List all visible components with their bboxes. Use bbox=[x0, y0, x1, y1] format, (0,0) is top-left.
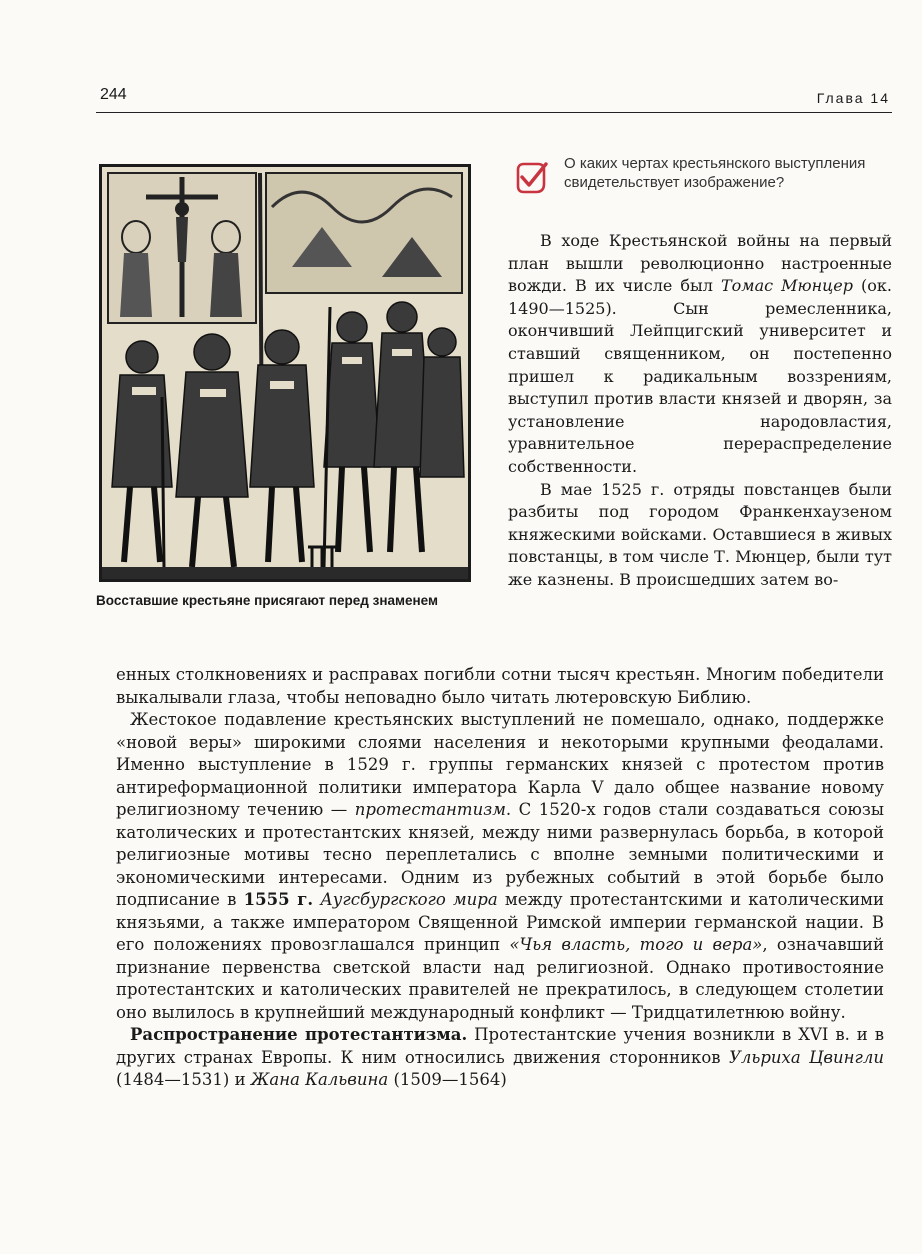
chapter-title: Глава 14 bbox=[816, 90, 890, 106]
paragraph bbox=[116, 709, 884, 1024]
text-run: В ходе Крестьянской войны на первый план вышли революционно настроенные вожди. В их числе был bbox=[508, 231, 892, 296]
name-calvin: Жана Кальвина bbox=[250, 1070, 389, 1089]
checkmark-icon bbox=[512, 160, 548, 196]
term-augsburg-peace: Аугсбургского мира bbox=[320, 890, 498, 909]
section-heading: Распространение протестантизма. bbox=[130, 1025, 468, 1044]
text-run: (ок. 1490—1525). Сын ремесленника, окончивший Лейпцигский университет и ставший священником, он постепенно пришел к радикальным воззрениям, выступил против власти князей и дворян, за установление народовластия, уравнительное перераспределение собственности. bbox=[508, 276, 893, 476]
paragraph bbox=[508, 230, 892, 479]
term-protestantism: протестантизм bbox=[354, 800, 506, 819]
page-header bbox=[96, 86, 892, 113]
paragraph bbox=[116, 1024, 884, 1092]
name-zwingli: Ульриха Цвингли bbox=[728, 1047, 884, 1067]
text-run: (1484—1531) и bbox=[116, 1070, 251, 1089]
peasants-oath-woodcut-icon bbox=[102, 167, 468, 579]
right-column-text bbox=[508, 230, 892, 592]
figure-caption: Восставшие крестьяне присягают перед знаменем bbox=[96, 593, 438, 608]
text-run: . С 1520-х годов стали создаваться союзы католических и протестантских князей, между ними развернулась борьба, в которой религиозные мотивы тесно переплетались с вполне земными политическими и экономическими интересами. Одним из рубежных событий в этой борьбе было подписание в bbox=[116, 800, 885, 909]
text-run: Жестокое подавление крестьянских выступлений не помешало, однако, поддержке «новой веры» широкими слоями населения и некоторыми крупными феодалами. Именно выступление в 1529 г. группы германских князей с протестом против антиреформационной политики императора Карла V дало общее название новому религиозному течению — bbox=[116, 710, 884, 819]
page-number: 244 bbox=[100, 86, 127, 103]
paragraph: В мае 1525 г. отряды повстанцев были разбиты под городом Франкенхаузеном княжескими войсками. Оставшиеся в живых повстанцы, в том числе Т. Мюнцер, были тут же казнены. В происшедших затем во- bbox=[508, 479, 892, 589]
text-run: Протестантские учения возникли в XVI в. и в других странах Европы. К ним относились движения сторонников bbox=[116, 1025, 884, 1067]
woodcut-illustration bbox=[99, 164, 471, 582]
text-run: между протестантскими и католическими князьями, а также императором Священной Римской империи германской нации. В его положениях провозглашался принцип bbox=[116, 890, 885, 954]
date-1555: 1555 г. bbox=[243, 890, 314, 909]
term-principle: «Чья власть, того и вера» bbox=[509, 935, 763, 954]
text-run: , означавший признание первенства светской власти над религиозной. Однако противостояние протестантских и католических правителей не прекратилось, в следующем столетии оно вылилось в крупнейший международный конфликт — Тридцатилетнюю войну. bbox=[116, 935, 884, 1022]
emphasis-name: Томас Мюнцер bbox=[721, 276, 853, 296]
question-text: О каких чертах крестьянского выступления свидетельствует изображение? bbox=[564, 155, 866, 191]
main-text bbox=[116, 664, 884, 1092]
question-box bbox=[512, 154, 892, 224]
text-run: (1509—1564) bbox=[388, 1070, 507, 1089]
paragraph-continuation: енных столкновениях и расправах погибли сотни тысяч крестьян. Многим победители выкалывали глаза, чтобы неповадно было читать лютеровскую Библию. bbox=[116, 665, 884, 707]
